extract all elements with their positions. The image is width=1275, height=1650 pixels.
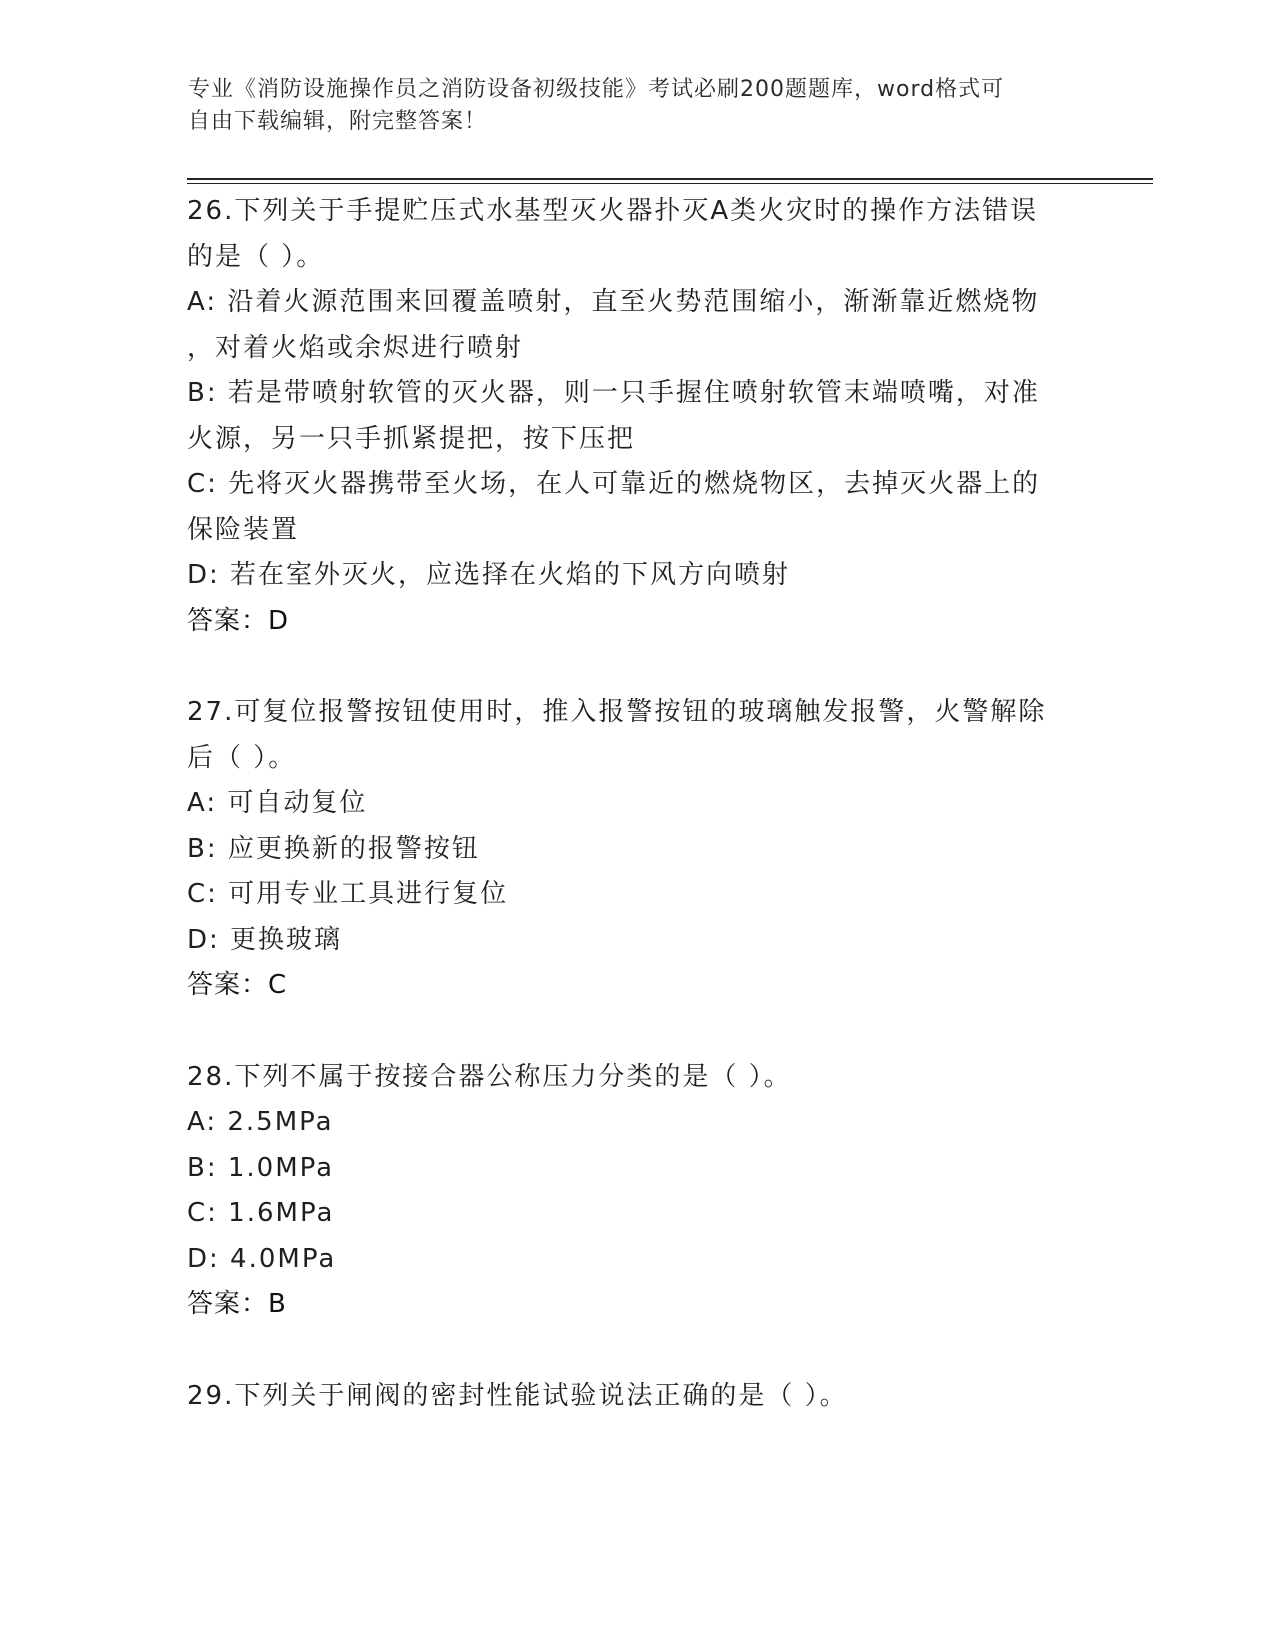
option-b [187, 371, 1087, 462]
option-line: C: 可用专业工具进行复位 [187, 879, 509, 909]
option-line: A: 2.5MPa [187, 1107, 334, 1137]
question-spacer [187, 644, 1087, 690]
question-stem-line: 29.下列关于闸阀的密封性能试验说法正确的是（ ）。 [187, 1380, 848, 1411]
option-line: C: 1.6MPa [187, 1198, 335, 1228]
document-header [188, 74, 1068, 138]
question-27 [187, 690, 1087, 1009]
option-line: D: 更换玻璃 [187, 924, 343, 955]
option-c [187, 872, 1087, 918]
option-line: D: 4.0MPa [187, 1243, 337, 1274]
answer-text: 答案：D [187, 605, 290, 636]
question-stem-line: 28.下列不属于按接合器公称压力分类的是（ ）。 [187, 1061, 792, 1092]
option-d [187, 553, 1087, 599]
question-spacer [187, 1328, 1087, 1374]
header-divider [187, 178, 1153, 184]
question-stem-line: 的是（ ）。 [187, 241, 325, 272]
option-a [187, 1100, 1087, 1146]
option-line: ，对着火焰或余烬进行喷射 [187, 332, 524, 363]
option-d [187, 918, 1087, 964]
option-line: D: 若在室外灭火，应选择在火焰的下风方向喷射 [187, 560, 791, 590]
question-spacer [187, 1009, 1087, 1055]
option-c [187, 462, 1087, 553]
question-stem-line: 27.可复位报警按钮使用时，推入报警按钮的玻璃触发报警，火警解除 [187, 697, 1047, 727]
answer-text: 答案：B [187, 1289, 287, 1319]
question-26 [187, 189, 1087, 644]
option-b [187, 1146, 1087, 1192]
option-d [187, 1237, 1087, 1283]
option-a [187, 781, 1087, 827]
question-stem-line: 后（ ）。 [187, 742, 297, 773]
question-28 [187, 1055, 1087, 1328]
option-c [187, 1191, 1087, 1237]
question-stem-line: 26.下列关于手提贮压式水基型灭火器扑灭A类火灾时的操作方法错误 [187, 196, 1039, 226]
option-line: 火源，另一只手抓紧提把，按下压把 [187, 423, 636, 454]
option-b [187, 827, 1087, 873]
header-line-2: 自由下载编辑，附完整答案！ [188, 109, 488, 134]
option-line: B: 应更换新的报警按钮 [187, 833, 480, 864]
question-stem [187, 1374, 1087, 1420]
option-line: 保险装置 [187, 514, 300, 545]
option-line: C: 先将灭火器携带至火场，在人可靠近的燃烧物区，去掉灭火器上的 [187, 469, 1041, 499]
option-a [187, 280, 1087, 371]
option-line: B: 1.0MPa [187, 1152, 335, 1183]
option-line: A: 沿着火源范围来回覆盖喷射，直至火势范围缩小，渐渐靠近燃烧物 [187, 287, 1040, 317]
answer-text: 答案：C [187, 970, 288, 1000]
question-stem [187, 690, 1087, 781]
header-line-1: 专业《消防设施操作员之消防设备初级技能》考试必刷200题题库，word格式可 [188, 77, 1005, 102]
option-line: A: 可自动复位 [187, 788, 368, 818]
option-line: B: 若是带喷射软管的灭火器，则一只手握住喷射软管末端喷嘴，对准 [187, 378, 1040, 408]
question-list [187, 189, 1087, 1419]
question-29 [187, 1374, 1087, 1420]
question-stem [187, 1055, 1087, 1101]
question-stem [187, 189, 1087, 280]
